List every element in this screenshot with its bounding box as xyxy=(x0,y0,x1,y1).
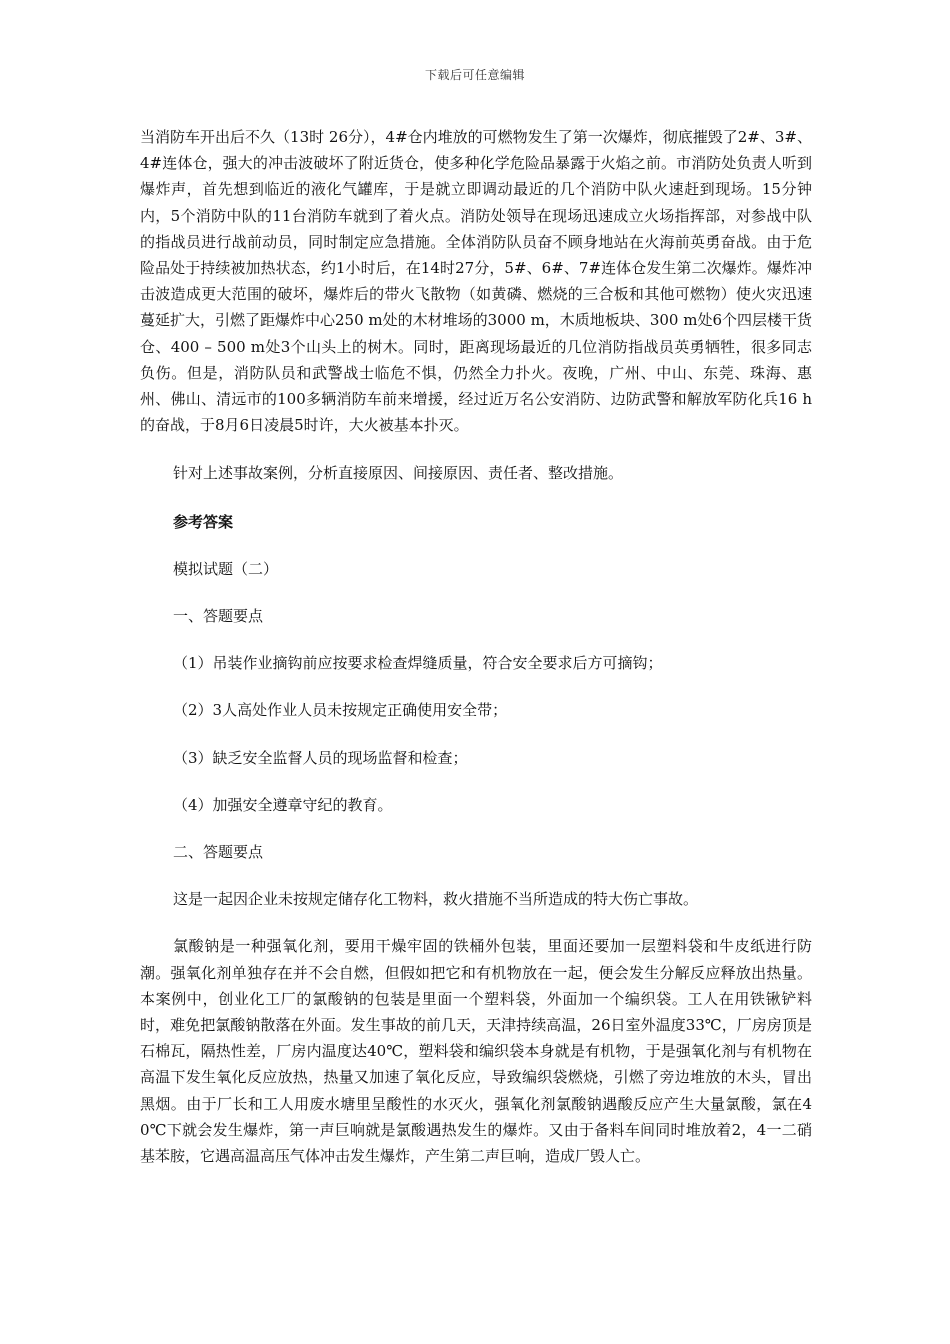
answer-heading: 参考答案 xyxy=(173,512,234,531)
section-2-title: 二、答题要点 xyxy=(173,843,264,862)
exam-title: 模拟试题（二） xyxy=(173,559,279,578)
document-body xyxy=(140,124,812,1169)
section-1-item: （1）吊装作业摘钩前应按要求检查焊缝质量，符合安全要求后方可摘钩； xyxy=(173,654,663,673)
section-2-analysis: 氯酸钠是一种强氧化剂，要用干燥牢固的铁桶外包装，里面还要加一层塑料袋和牛皮纸进行防潮。强氧化剂单独存在并不会自燃，但假如把它和有机物放在一起，便会发生分解反应释放出热量。本案例中，创业化工厂的氯酸钠的包装是里面一个塑料袋，外面加一个编织袋。工人在用铁锹铲料时，难免把氯酸钠散落在外面。发生事故的前几天，天津持续高温，26日室外温度33℃，厂房房顶是石棉瓦，隔热性差，厂房内温度达40℃，塑料袋和编织袋本身就是有机物，于是强氧化剂与有机物在高温下发生氧化反应放热，热量又加速了氧化反应，导致编织袋燃烧，引燃了旁边堆放的木头，冒出黑烟。由于厂长和工人用废水塘里呈酸性的水灭火，强氧化剂氯酸钠遇酸反应产生大量氯酸，氯在40℃下就会发生爆炸，第一声巨响就是氯酸遇热发生的爆炸。又由于备料车间同时堆放着2，4一二硝基苯胺，它遇高温高压气体冲击发生爆炸，产生第二声巨响，造成厂毁人亡。 xyxy=(140,937,812,1166)
section-1-item: （2）3人高处作业人员未按规定正确使用安全带； xyxy=(173,701,508,720)
case-paragraph: 当消防车开出后不久（13时 26分），4#仓内堆放的可燃物发生了第一次爆炸，彻底摧毁了2#、3#、4#连体仓，强大的冲击波破坏了附近货仓，使多种化学危险品暴露于火焰之前。市消防处负责人听到爆炸声，首先想到临近的液化气罐库，于是就立即调动最近的几个消防中队火速赶到现场。15分钟内，5个消防中队的11台消防车就到了着火点。消防处领导在现场迅速成立火场指挥部，对参战中队的指战员进行战前动员，同时制定应急措施。全体消防队员奋不顾身地站在火海前英勇奋战。由于危险品处于持续被加热状态，约1小时后，在14时27分，5#、6#、7#连体仓发生第二次爆炸。爆炸冲击波造成更大范围的破坏，爆炸后的带火飞散物（如黄磷、燃烧的三合板和其他可燃物）使火灾迅速蔓延扩大，引燃了距爆炸中心250 m处的木材堆场的3000 m，木质地板块、300 m处6个四层楼干货仓、400 – 500 m处3个山头上的树木。同时，距离现场最近的几位消防指战员英勇牺牲，很多同志负伤。但是，消防队员和武警战士临危不惧，仍然全力扑火。夜晚，广州、中山、东莞、珠海、惠州、佛山、清远市的100多辆消防车前来增援，经过近万名公安消防、边防武警和解放军防化兵16 h的奋战，于8月6日凌晨5时许，大火被基本扑灭。 xyxy=(140,128,812,435)
section-1-title: 一、答题要点 xyxy=(173,607,264,626)
section-1-item: （4）加强安全遵章守纪的教育。 xyxy=(173,795,393,814)
section-1-item: （3）缺乏安全监督人员的现场监督和检查； xyxy=(173,748,468,767)
section-2-summary: 这是一起因企业未按规定储存化工物料，救火措施不当所造成的特大伤亡事故。 xyxy=(173,890,699,909)
page-header: 下载后可任意编辑 xyxy=(424,68,525,82)
question-text: 针对上述事故案例，分析直接原因、间接原因、责任者、整改措施。 xyxy=(173,464,624,483)
